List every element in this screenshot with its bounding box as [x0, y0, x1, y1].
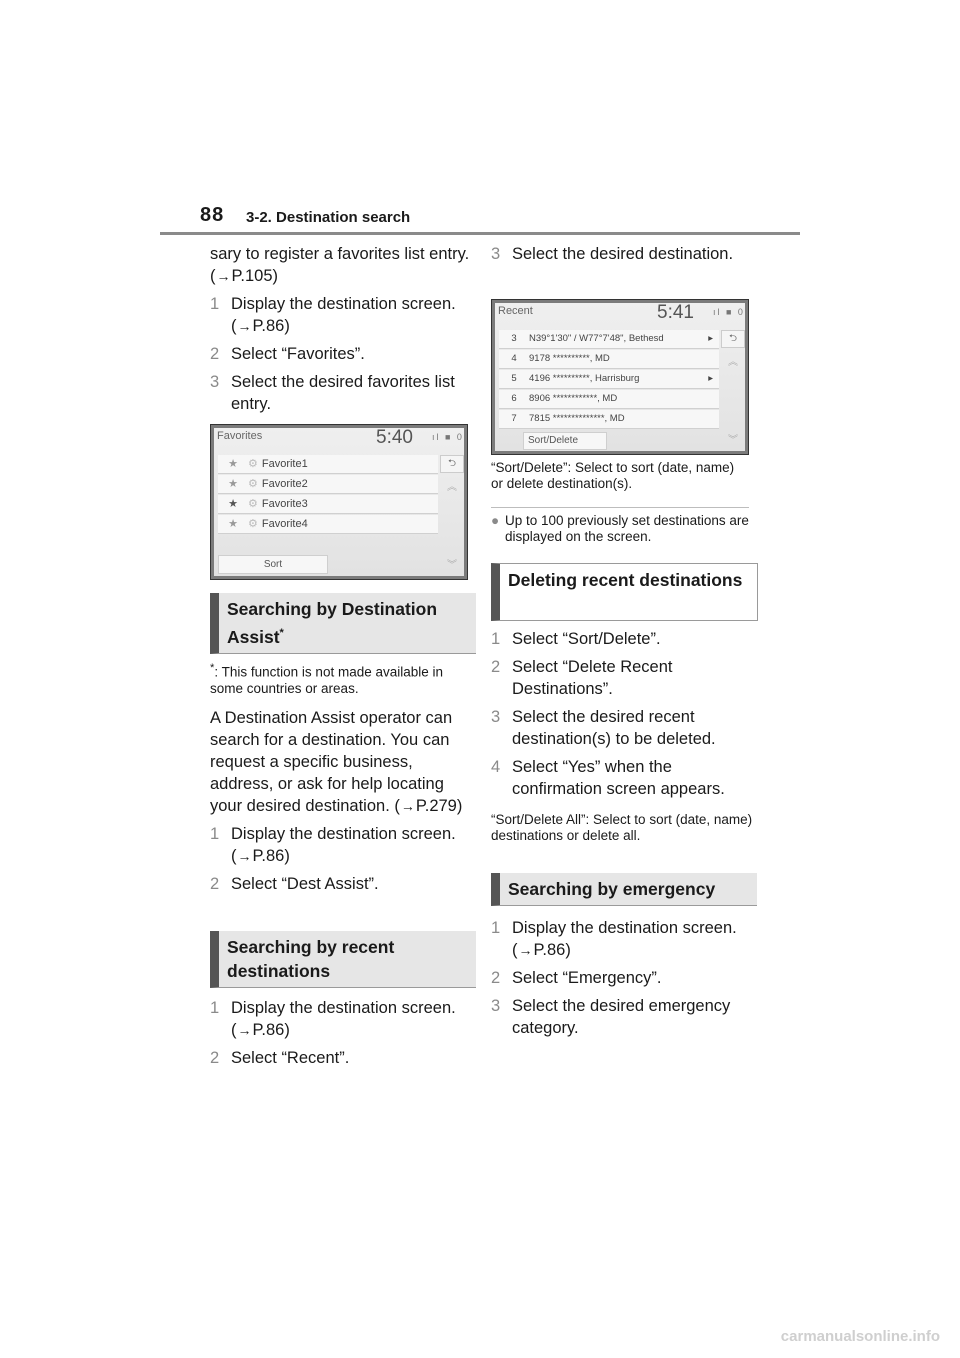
- scroll-down-icon[interactable]: ︾: [447, 560, 457, 571]
- watermark: carmanualsonline.info: [780, 1328, 940, 1345]
- recent-screenshot: [491, 299, 749, 455]
- arrow-icon: →: [216, 268, 231, 284]
- arrow-icon: →: [400, 797, 415, 814]
- go-icon: ▸: [708, 333, 713, 344]
- arrow-icon: →: [518, 942, 533, 958]
- recent-row[interactable]: 4 9178 **********, MD: [499, 350, 719, 369]
- favorites-screenshot: [210, 424, 468, 580]
- favorite-row[interactable]: ★ ⚙ Favorite2: [218, 475, 438, 494]
- note-divider: [491, 507, 749, 508]
- assist-step-2: 2 Select “Dest Assist”.: [210, 874, 379, 893]
- screen-title: Recent: [498, 305, 533, 317]
- delete-step-1: 1 Select “Sort/Delete”.: [491, 630, 661, 648]
- back-icon[interactable]: ⮌: [440, 455, 464, 473]
- gear-icon: ⚙: [248, 498, 258, 510]
- gear-icon: ⚙: [248, 458, 258, 470]
- left-column: [210, 243, 472, 415]
- scroll-up-icon[interactable]: ︽: [447, 482, 457, 493]
- fav-step-1: 1 Display the destination screen. (→P.86): [210, 295, 456, 335]
- favorite-row[interactable]: ★ ⚙ Favorite3: [218, 495, 438, 514]
- delete-step-4: 4 Select “Yes” when the confirmation screen appears.: [491, 758, 725, 798]
- emergency-step-1: 1 Display the destination screen. (→P.86): [491, 919, 737, 959]
- star-icon: ★: [228, 478, 238, 490]
- page-number: 88: [200, 204, 225, 226]
- sort-delete-note: “Sort/Delete”: Select to sort (date, name) or delete destination(s).: [491, 460, 735, 491]
- right-column: [491, 237, 753, 265]
- gear-icon: ⚙: [248, 518, 258, 530]
- heading-destination-assist: Searching by Destination Assist*: [210, 593, 476, 654]
- heading-emergency: Searching by emergency: [491, 873, 757, 906]
- recent-row[interactable]: 6 8906 ************, MD: [499, 390, 719, 409]
- bullet-icon: ●: [491, 513, 500, 528]
- recent-step-2: 2 Select “Recent”.: [210, 1049, 350, 1067]
- delete-steps: [491, 622, 753, 844]
- emergency-step-3: 3 Select the desired emergency category.: [491, 997, 731, 1037]
- assist-paragraph: A Destination Assist operator can search for a destination. You can request a specific business, address, or ask for help locating your desired destination. (→P.279): [210, 708, 463, 815]
- star-icon: ★: [228, 518, 238, 530]
- emergency-steps: [491, 911, 753, 1039]
- recent-row[interactable]: 7 7815 **************, MD: [499, 410, 719, 429]
- arrow-icon: →: [237, 847, 252, 864]
- heading-recent-destinations: Searching by recent destinations: [210, 931, 476, 988]
- recent-step-1: 1 Display the destination screen. (→P.86): [210, 999, 456, 1039]
- go-icon: ▸: [708, 373, 713, 384]
- footnote: *: This function is not made available in some countries or areas.: [210, 662, 444, 696]
- delete-step-2: 2 Select “Delete Recent Destinations”.: [491, 658, 673, 698]
- screen-clock: 5:40: [376, 427, 413, 448]
- status-icons: ıl ■ 0: [713, 307, 745, 317]
- arrow-icon: →: [237, 1022, 252, 1038]
- sort-button[interactable]: Sort: [218, 555, 328, 574]
- favorite-row[interactable]: ★ ⚙ Favorite4: [218, 515, 438, 534]
- arrow-icon: →: [237, 318, 252, 334]
- fav-step-2: 2 Select “Favorites”.: [210, 345, 365, 363]
- bullet-note: ● Up to 100 previously set destinations are displayed on the screen.: [491, 513, 749, 544]
- scroll-down-icon[interactable]: ︾: [728, 435, 738, 446]
- intro-paragraph: sary to register a favorites list entry. (→P.105): [210, 245, 470, 285]
- star-icon: ★: [228, 498, 238, 510]
- assist-step-1: 1 Display the destination screen. (→P.86): [210, 824, 456, 865]
- emergency-step-2: 2 Select “Emergency”.: [491, 969, 662, 987]
- delete-step-3: 3 Select the desired recent destination(s) to be deleted.: [491, 708, 716, 748]
- recent-step-3: 3 Select the desired destination.: [491, 245, 734, 263]
- left-column-lower: [210, 660, 472, 895]
- screen-title: Favorites: [217, 430, 263, 442]
- screen-clock: 5:41: [657, 302, 694, 323]
- favorite-row[interactable]: ★ ⚙ Favorite1: [218, 455, 438, 474]
- section-title: 3-2. Destination search: [246, 209, 411, 226]
- heading-deleting-recent: Deleting recent destinations: [491, 563, 758, 621]
- header-rule: [160, 232, 800, 235]
- star-icon: ★: [228, 458, 238, 470]
- gear-icon: ⚙: [248, 478, 258, 490]
- status-icons: ıl ■ 0: [432, 432, 464, 442]
- back-icon[interactable]: ⮌: [721, 330, 745, 348]
- recent-steps: [210, 991, 472, 1069]
- fav-step-3: 3 Select the desired favorites list entry.: [210, 373, 455, 413]
- recent-row[interactable]: 3 N39°1'30" / W77°7'48", Bethesd ▸: [499, 330, 719, 349]
- right-notes: [491, 460, 749, 545]
- recent-row[interactable]: 5 4196 **********, Harrisburg ▸: [499, 370, 719, 389]
- sort-delete-all-note: “Sort/Delete All”: Select to sort (date, name) destinations or delete all.: [491, 812, 753, 843]
- sort-delete-button[interactable]: Sort/Delete: [523, 432, 607, 450]
- scroll-up-icon[interactable]: ︽: [728, 357, 738, 368]
